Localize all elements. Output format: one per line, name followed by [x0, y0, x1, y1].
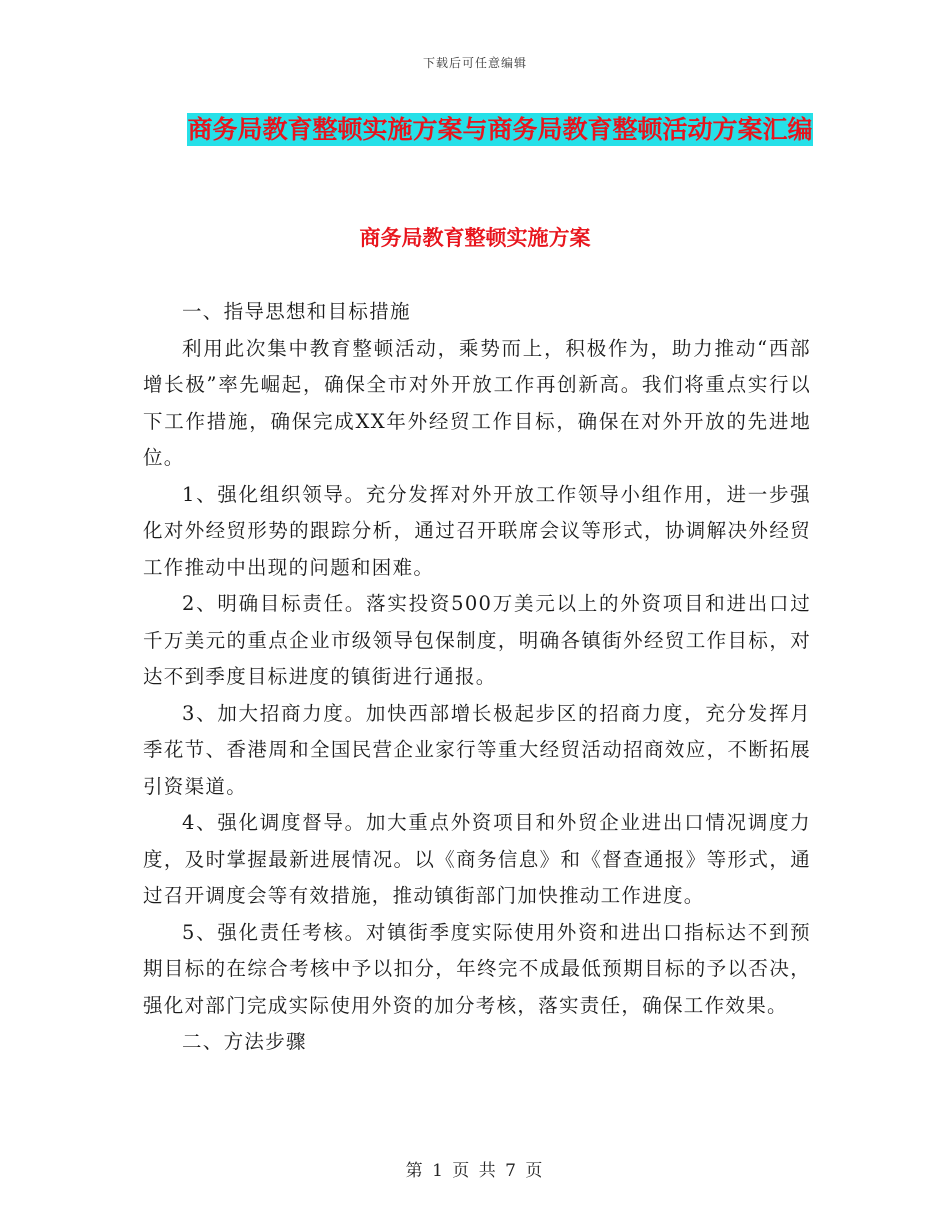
page-number-footer: 第 1 页 共 7 页 [405, 1161, 545, 1181]
document-title [170, 108, 830, 152]
header-note: 下载后可任意编辑 [422, 56, 527, 70]
paragraph-heading-2: 二、方法步骤 [182, 1030, 307, 1053]
paragraph: 4、强化调度督导。加大重点外资项目和外贸企业进出口情况调度力度，及时掌握最新进展情况。以《商务信息》和《督查通报》等形式，通过召开调度会等有效措施，推动镇街部门加快推动工作进度。 [143, 811, 811, 907]
paragraph: 5、强化责任考核。对镇街季度实际使用外资和进出口指标达不到预期目标的在综合考核中予以扣分，年终完不成最低预期目标的予以否决，强化对部门完成实际使用外资的加分考核，落实责任，确保工作效果。 [143, 920, 811, 1017]
paragraph: 2、明确目标责任。落实投资500万美元以上的外资项目和进出口过千万美元的重点企业市级领导包保制度，明确各镇街外经贸工作目标，对达不到季度目标进度的镇街进行通报。 [143, 592, 811, 688]
document-body [143, 294, 811, 1061]
paragraph: 3、加大招商力度。加快西部增长极起步区的招商力度，充分发挥月季花节、香港周和全国民营企业家行等重大经贸活动招商效应，不断拓展引资渠道。 [143, 701, 811, 798]
document-title-text: 商务局教育整顿实施方案与商务局教育整顿活动方案汇编 [187, 115, 813, 144]
section-title: 商务局教育整顿实施方案 [359, 226, 591, 250]
paragraph: 1、强化组织领导。充分发挥对外开放工作领导小组作用，进一步强化对外经贸形势的跟踪分析，通过召开联席会议等形式，协调解决外经贸工作推动中出现的问题和困难。 [143, 482, 811, 579]
paragraph-heading-1: 一、指导思想和目标措施 [182, 300, 411, 323]
paragraph: 利用此次集中教育整顿活动，乘势而上，积极作为，助力推动“西部增长极”率先崛起，确保全市对外开放工作再创新高。我们将重点实行以下工作措施，确保完成XX年外经贸工作目标，确保在对外开放的先进地位。 [143, 336, 811, 469]
